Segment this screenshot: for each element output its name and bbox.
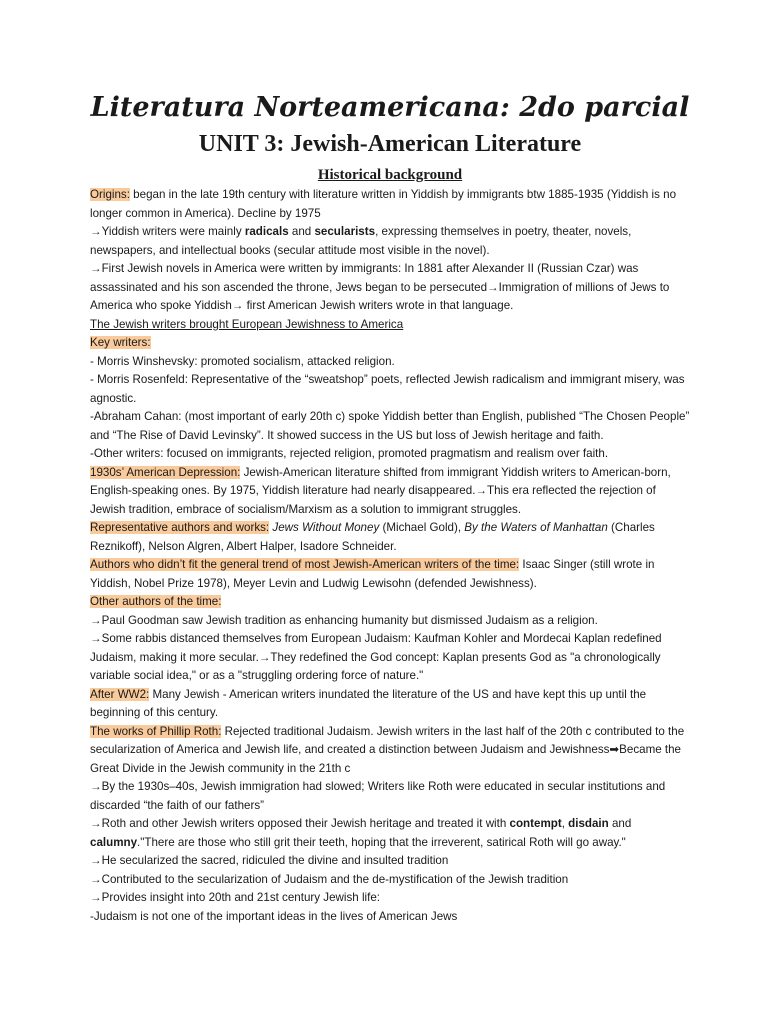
not-fit-label: Authors who didn’t fit the general trend of most Jewish-American writers of the time: [90, 558, 520, 571]
origins-label: Origins: [90, 188, 130, 201]
representative-label: Representative authors and works: [90, 521, 270, 534]
origins-paragraph: Origins: began in the late 19th century with literature written in Yiddish by immigrants btw 1885-1935 (Yiddish is no longer common in America). Decline by 1975 [90, 188, 677, 220]
key-writers-label: Key writers: [90, 336, 151, 349]
roth-paragraph: The works of Phillip Roth: Rejected traditional Judaism. Jewish writers in the last half of the 20th c contributed to the secularization of America and Jewish life, and created a distinction between Judaism and Jewishness➡Became the Great Divide in the Jewish community in the 21th c [90, 724, 685, 775]
after-ww2-label: After WW2: [90, 687, 150, 701]
unit-subtitle: UNIT 3: Jewish-American Literature [198, 131, 582, 157]
list-item: →He secularized the sacred, ridiculed the divine and insulted tradition [90, 854, 449, 867]
first-novels-paragraph: →First Jewish novels in America were written by immigrants: In 1881 after Alexander II (Russian Czar) was assassinated and his son ascended the throne, Jews began to be persecuted→Immigration of millions of Jews to America who spoke Yiddish→ first American Jewish writers wrote in that language. [90, 262, 670, 312]
list-item: -Other writers: focused on immigrants, rejected religion, promoted pragmatism and realism over faith. [90, 447, 609, 460]
yiddish-writers-paragraph: →Yiddish writers were mainly radicals and secularists, expressing themselves in poetry, theater, novels, newspapers, and intellectual books (secular attitude most visible in the novel). [90, 225, 632, 257]
list-item: →Contributed to the secularization of Judaism and the de-mystification of the Jewish tradition [90, 872, 569, 886]
list-item: - Morris Winshevsky: promoted socialism, attacked religion. [90, 354, 395, 368]
key-writers-label-line [90, 334, 690, 353]
page-title: Literatura Norteamericana: 2do parcial [90, 92, 690, 123]
list-item: →Paul Goodman saw Jewish tradition as enhancing humanity but dismissed Judaism as a religion. [90, 613, 598, 627]
document-body [90, 186, 690, 926]
after-ww2-paragraph: After WW2: Many Jewish - American writers inundated the literature of the US and have kept this up until the beginning of this century. [90, 687, 647, 719]
depression-paragraph: 1930s’ American Depression: Jewish-American literature shifted from immigrant Yiddish writers to American-born, English-speaking ones. By 1975, Yiddish literature had nearly disappeared.→This era reflected the rejection of Jewish tradition, embrace of socialism/Marxism as a solution to immigrant struggles. [90, 465, 671, 516]
section-heading: Historical background [317, 167, 463, 183]
list-item: →By the 1930s–40s, Jewish immigration had slowed; Writers like Roth were educated in secular institutions and discarded “the faith of our fathers” [90, 780, 666, 812]
depression-label: 1930s’ American Depression: [90, 465, 241, 479]
list-item: -Abraham Cahan: (most important of early 20th c) spoke Yiddish better than English, published “The Chosen People” and “The Rise of David Levinsky”. It showed success in the US but loss of Jewish heritage and faith. [90, 410, 690, 442]
list-item: →Roth and other Jewish writers opposed their Jewish heritage and treated it with contempt, disdain and calumny."There are those who still grit their teeth, hoping that the irreverent, satirical Roth will go away." [90, 817, 632, 849]
list-item: →Provides insight into 20th and 21st century Jewish life: [90, 891, 380, 904]
list-item: →Some rabbis distanced themselves from European Judaism: Kaufman Kohler and Mordecai Kaplan redefined Judaism, making it more secular.→They redefined the God concept: Kaplan presents God as "a chronologically variable social idea," or as a "struggling ordering force of nature." [90, 632, 662, 682]
list-item: - Morris Rosenfeld: Representative of the “sweatshop” poets, reflected Jewish radicalism and immigrant misery, was agnostic. [90, 373, 685, 405]
other-authors-label-line [90, 593, 690, 612]
other-authors-label: Other authors of the time: [90, 595, 222, 608]
list-item: -Judaism is not one of the important ideas in the lives of American Jews [90, 909, 458, 923]
representative-paragraph: Representative authors and works: Jews Without Money (Michael Gold), By the Waters of Manhattan (Charles Reznikoff), Nelson Algren, Albert Halper, Isadore Schneider. [90, 521, 655, 553]
document-page [90, 88, 690, 926]
european-jewishness-line: The Jewish writers brought European Jewishness to America [90, 317, 404, 331]
roth-label: The works of Phillip Roth: [90, 724, 222, 738]
not-fit-paragraph: Authors who didn’t fit the general trend of most Jewish-American writers of the time: Isaac Singer (still wrote in Yiddish, Nobel Prize 1978), Meyer Levin and Ludwig Lewisohn (defended Jewishness). [90, 558, 655, 590]
